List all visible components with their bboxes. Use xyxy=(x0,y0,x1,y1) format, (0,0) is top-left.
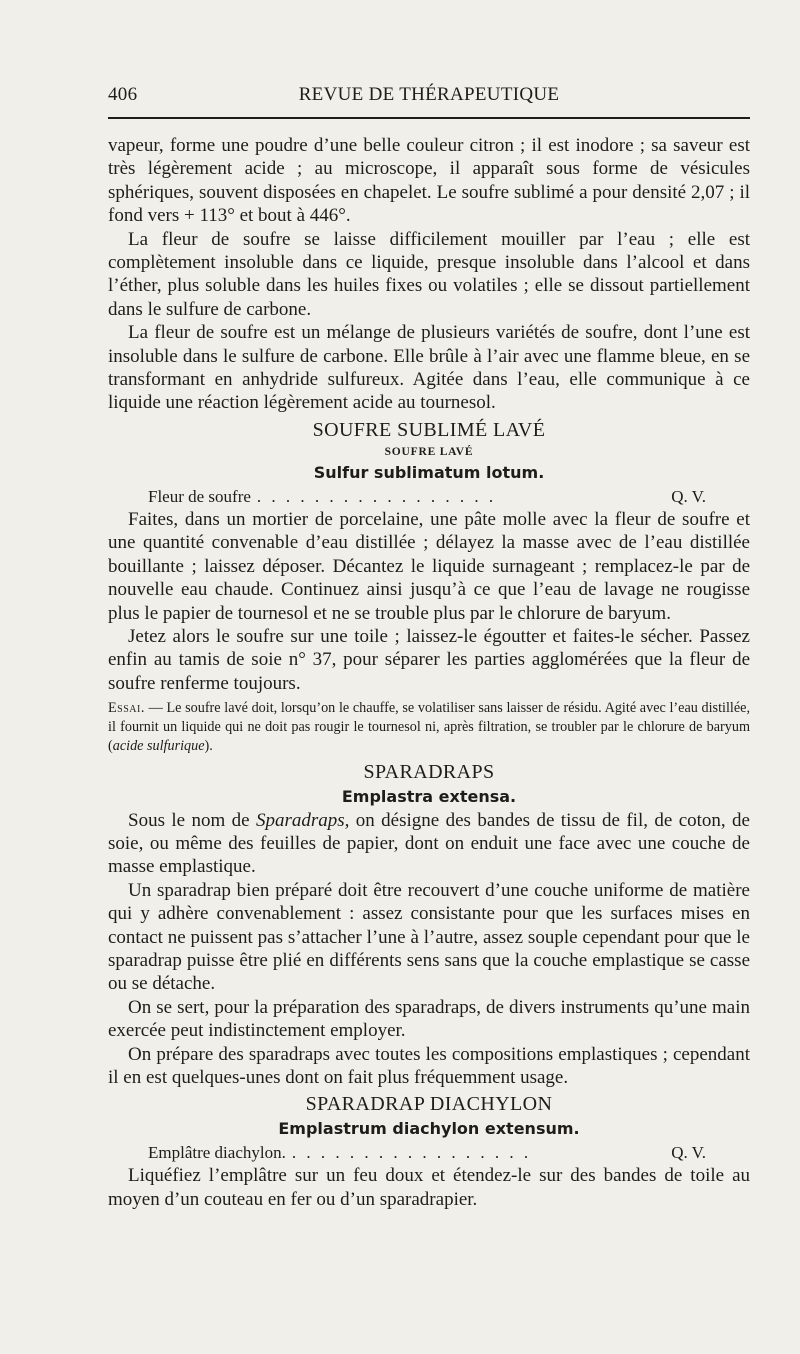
header-rule xyxy=(108,117,750,119)
italic-term: Sparadraps, xyxy=(255,809,350,831)
formula-line xyxy=(108,485,750,508)
paragraph: La fleur de soufre se laisse difficilement mouiller par l’eau ; elle est complètement insoluble dans ce liquide, presque insoluble dans l’alcool et dans l’éther, plus soluble dans les huiles fixes ou volatiles ; elle se dissout partiellement dans le sulfure de carbone. xyxy=(108,228,750,320)
paragraph: La fleur de soufre est un mélange de plusieurs variétés de soufre, dont l’une est insoluble dans le sulfure de carbone. Elle brûle à l’air avec une flamme bleue, en se transformant en anhydride sulfureux. Agitée dans l’eau, elle communique à ce liquide une réaction légèrement acide au tournesol. xyxy=(108,322,750,414)
essai-italic: acide sulfurique xyxy=(112,737,205,754)
latin-name: Emplastra extensa. xyxy=(341,786,517,806)
paragraph: Faites, dans un mortier de porcelaine, une pâte molle avec la fleur de soufre et une quantité convenable d’eau distillée ; délayez la masse avec de l’eau distillée bouillante ; laissez déposer. Décantez le liquide surnageant ; remplacez-le par de nouvelle eau chaude. Continuez ainsi jusqu’à ce que l’eau de lavage ne rougisse plus le papier de tournesol et ne se trouble plus par le chlorure de baryum. xyxy=(108,508,750,624)
formula-dots: . . . . . . . . . . . . . . . . . xyxy=(291,1143,532,1163)
latin-name: Sulfur sublimatum lotum. xyxy=(313,462,545,482)
page-number: 406 xyxy=(108,84,138,105)
paragraph: On se sert, pour la préparation des sparadraps, de divers instruments qu’une main exercée peut indistinctement employer. xyxy=(108,996,750,1042)
body-text xyxy=(108,134,750,1211)
paragraph: vapeur, forme une poudre d’une belle couleur citron ; il est inodore ; sa saveur est très légèrement acide ; au microscope, il apparaît sous forme de vésicules sphériques, souvent disposées en chapelet. Le soufre sublimé a pour densité 2,07 ; il fond vers + 113° et bout à 446°. xyxy=(108,135,750,227)
paragraph: Liquéfiez l’emplâtre sur un feu doux et étendez-le sur des bandes de toile au moyen d’un couteau en fer ou d’un sparadrapier. xyxy=(108,1165,750,1210)
section-title: SPARADRAP DIACHYLON xyxy=(305,1093,553,1116)
section-title: SPARADRAPS xyxy=(363,760,495,783)
section-subtitle: SOUFRE LAVÉ xyxy=(384,445,474,458)
text-run: on désigne des bandes de tissu de fil, de coton, de soie, ou même des feuilles de papier, dont on enduit une face avec une couche de masse emplastique. xyxy=(108,809,750,878)
paragraph: Jetez alors le soufre sur une toile ; laissez-le égoutter et faites-le sécher. Passez enfin au tamis de soie n° 37, pour séparer les parties agglomérées que la fleur de soufre renferme toujours. xyxy=(108,625,750,694)
essai-note xyxy=(108,699,750,755)
formula-line xyxy=(108,1141,750,1164)
formula-quantity: Q. V. xyxy=(671,1143,706,1163)
paragraph: On prépare des sparadraps avec toutes les compositions emplastiques ; cependant il en est quelques-unes dont on fait plus fréquemment usage. xyxy=(108,1043,750,1088)
formula-dots: . . . . . . . . . . . . . . . . . xyxy=(256,486,497,506)
paragraph xyxy=(108,809,750,879)
running-header xyxy=(108,84,750,110)
formula-ingredient: Fleur de soufre xyxy=(148,486,251,506)
essai-end: ). xyxy=(204,737,213,754)
text-run: Sous le nom de xyxy=(128,809,256,831)
latin-name: Emplastrum diachylon extensum. xyxy=(278,1119,580,1139)
paragraph: Un sparadrap bien préparé doit être recouvert d’une couche uniforme de matière qui y adhère convenablement : assez consistante pour que les surfaces mises en contact ne puissent pas s’attacher l’une à l’autre, assez souple cependant pour que le sparadrap puisse être plié en différents sens sans que la couche emplastique se casse ou se détache. xyxy=(108,879,750,995)
essai-label: Essai. xyxy=(108,700,145,717)
journal-title: REVUE DE THÉRAPEUTIQUE xyxy=(298,84,560,105)
section-title: SOUFRE SUBLIMÉ LAVÉ xyxy=(312,418,546,441)
formula-quantity: Q. V. xyxy=(671,486,706,506)
formula-ingredient: Emplâtre diachylon. xyxy=(148,1143,286,1163)
essai-text: — Le soufre lavé doit, lorsqu’on le chauffe, se volatiliser sans laisser de résidu. Agité avec l’eau distillée, il fournit un liquide qui ne doit pas rougir le tournesol ni, après filtration, se troubler par le chlorure de baryum ( xyxy=(108,700,750,754)
